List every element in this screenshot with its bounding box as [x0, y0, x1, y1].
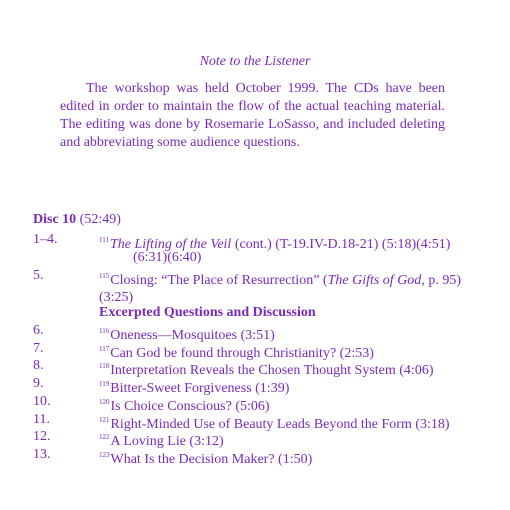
- track-title: What Is the Decision Maker? (1:50): [110, 451, 313, 467]
- track-text: [99, 446, 499, 469]
- track-ref: 118: [99, 362, 110, 371]
- disc-duration: (52:49): [79, 212, 121, 227]
- track-ref: 116: [99, 327, 110, 335]
- track-title: Right-Minded Use of Beauty Leads Beyond the Form (3:18): [110, 416, 450, 432]
- track-continuation: (3:25): [99, 290, 134, 305]
- note-title: Note to the Listener: [199, 54, 311, 69]
- track-ref: 117: [99, 344, 110, 353]
- track-number: 11.: [33, 411, 50, 427]
- track-rest: (cont.) (T-19.IV-D.18-21) (5:18)(4:51): [231, 237, 451, 252]
- track-ref: 120: [99, 397, 110, 406]
- track-ref: 119: [99, 380, 110, 389]
- track-continuation: (6:31)(6:40): [133, 250, 202, 265]
- track-number: 12.: [33, 429, 51, 445]
- section-heading: Excerpted Questions and Discussion: [99, 305, 316, 320]
- track-title: A Loving Lie (3:12): [110, 434, 224, 450]
- track-number: 5.: [33, 268, 44, 283]
- track-title: Oneness—Mosquitoes (3:51): [110, 328, 275, 343]
- track-number: 7.: [33, 340, 44, 356]
- track-title: Is Choice Conscious? (5:06): [110, 398, 270, 414]
- track-ref: 115: [99, 272, 110, 280]
- track-text: [99, 267, 499, 290]
- track-rest: p. 95): [424, 273, 461, 288]
- disc-header: [33, 212, 121, 228]
- track-ref: 111: [99, 236, 109, 244]
- track-number: 10.: [33, 393, 51, 409]
- track-number: 13.: [33, 446, 51, 462]
- track-title: Can God be found through Christianity? (2:53): [110, 345, 374, 361]
- disc-label: Disc 10: [33, 212, 77, 227]
- track-title: Bitter-Sweet Forgiveness (1:39): [110, 381, 290, 397]
- track-ref: 122: [99, 433, 110, 442]
- track-ref: 121: [99, 415, 110, 424]
- note-body: The workshop was held October 1999. The CDs have been edited in order to maintain the flow of the actual teaching material. The editing was done by Rosemarie LoSasso, and included deleting and abbreviating some audience questions.: [60, 81, 445, 150]
- track-title: Interpretation Reveals the Chosen Thought System (4:06): [110, 363, 434, 379]
- track-ref: 123: [99, 450, 110, 459]
- track-title: The Gifts of God,: [327, 273, 425, 288]
- track-number: 9.: [33, 376, 44, 392]
- track-pre: Closing: “The Place of Resurrection” (: [110, 273, 328, 288]
- track-number: 6.: [33, 323, 44, 338]
- track-title: The Lifting of the Veil: [109, 237, 232, 252]
- track-number: 8.: [33, 358, 44, 374]
- track-number: 1–4.: [33, 232, 58, 247]
